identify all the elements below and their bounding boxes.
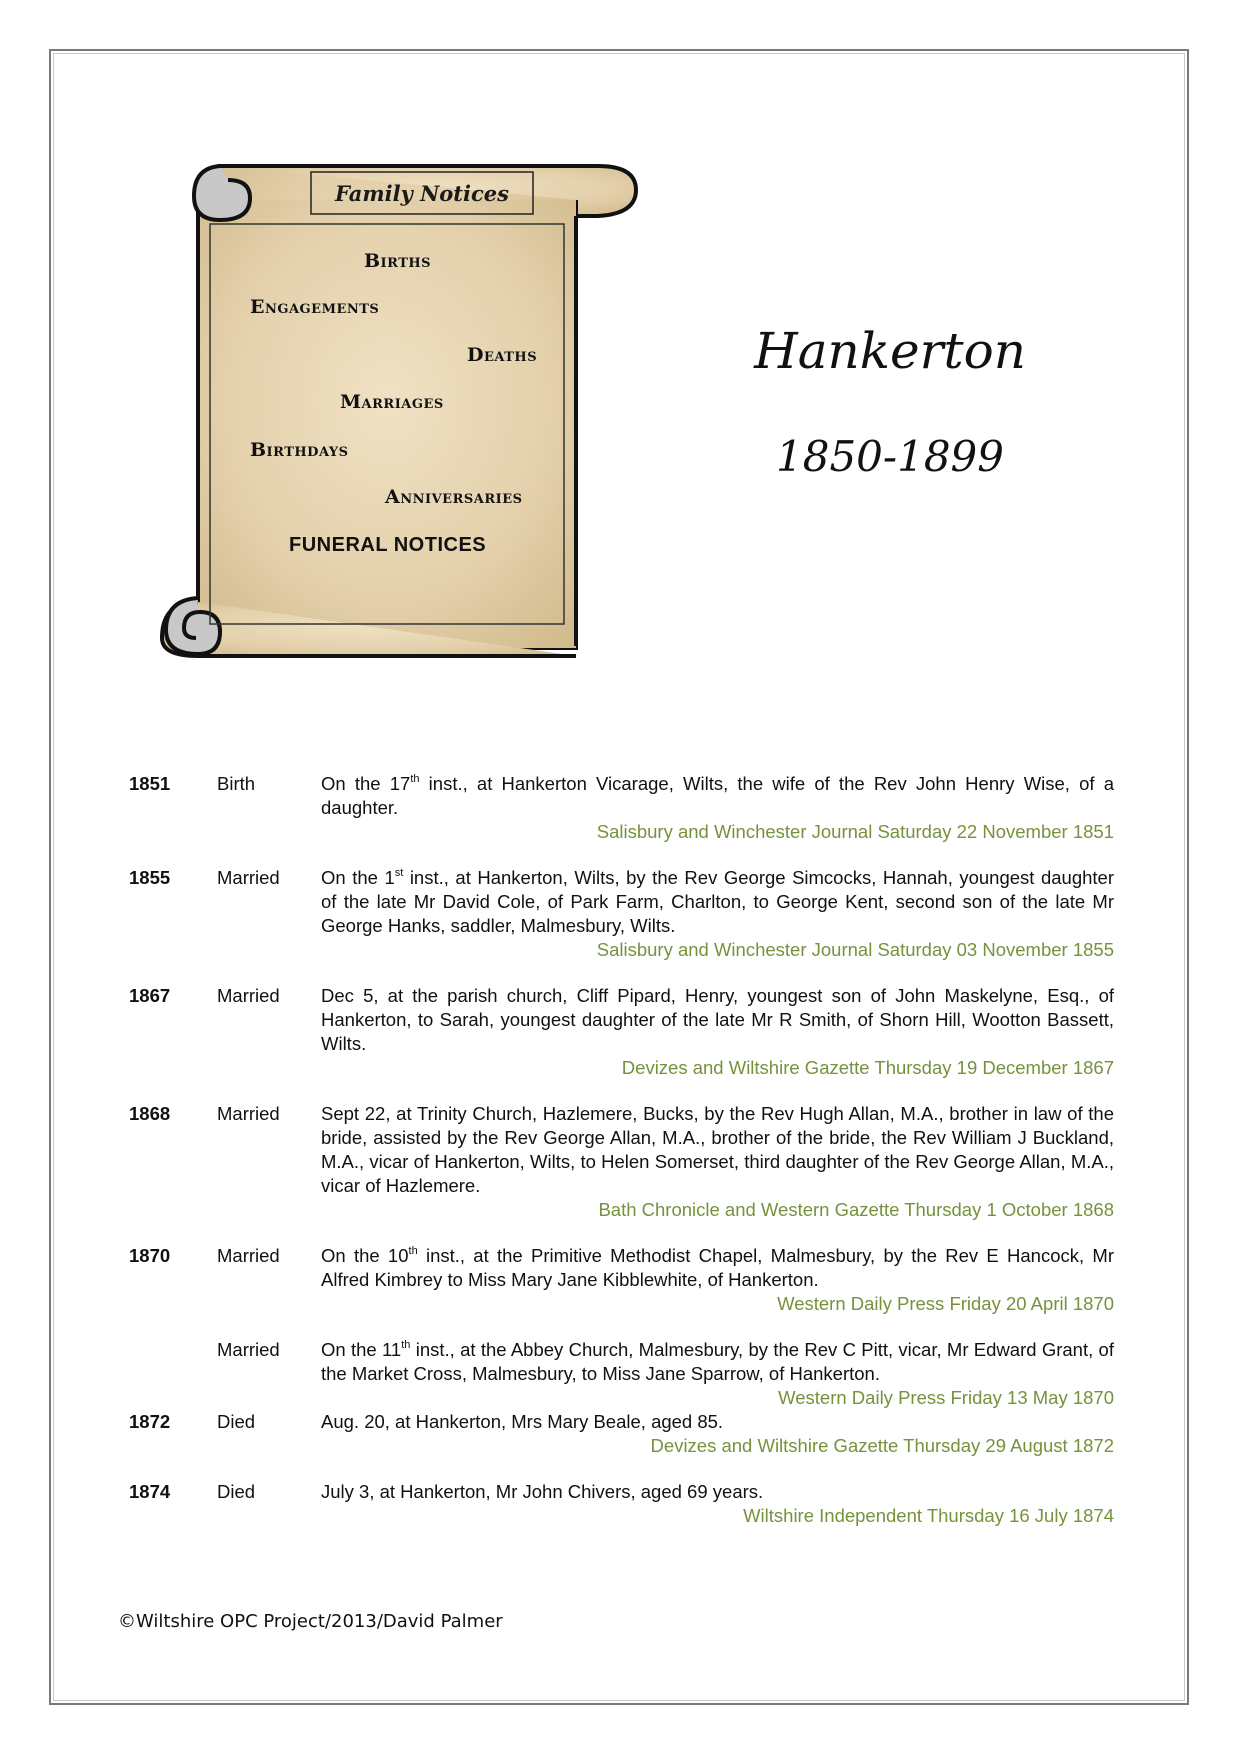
notice-text: [321, 866, 1114, 938]
place-title: Hankerton: [754, 322, 1026, 380]
marriages-label: Marriages: [340, 391, 444, 413]
notice-entry: [129, 1410, 1114, 1458]
notice-entry: [129, 866, 1114, 962]
notice-source: Bath Chronicle and Western Gazette Thursday 1 October 1868: [598, 1199, 1114, 1220]
notice-type: Married: [217, 1245, 280, 1266]
notice-entry: [129, 772, 1114, 844]
notice-text-rest: inst., at the Primitive Methodist Chapel, Malmesbury, by the Rev E Hancock, Mr Alfred Kimbrey to Miss Mary Jane Kibblewhite, of Hankerton.: [321, 1245, 1114, 1290]
notice-text-rest: inst., at Hankerton, Wilts, by the Rev George Simcocks, Hannah, youngest daughter of the late Mr David Cole, of Park Farm, Charlton, to George Kent, second son of the late Mr George Hanks, saddler, Malmesbury, Wilts.: [321, 867, 1114, 936]
deaths-label: Deaths: [467, 344, 538, 366]
funeral-notices-label: FUNERAL NOTICES: [289, 534, 487, 556]
notice-year: 1872: [129, 1411, 171, 1432]
notice-source: Salisbury and Winchester Journal Saturday 03 November 1855: [596, 939, 1114, 960]
notice-entry: [129, 1480, 1114, 1528]
notice-text-start: Dec 5, at the parish church, Cliff Pipard, Henry, youngest son of John Maskelyne, Esq., of Hankerton, to Sarah, youngest daughter of the late Mr R Smith, of Shorn Hill, Wootton Bassett, Wilts.: [321, 985, 1114, 1054]
notice-ordinal-suffix: th: [401, 1339, 411, 1351]
notice-entry: [129, 1244, 1114, 1316]
engagements-label: Engagements: [250, 296, 380, 318]
notice-source: Western Daily Press Friday 20 April 1870: [777, 1293, 1114, 1314]
notice-year: 1867: [129, 985, 171, 1006]
notice-year: 1855: [129, 867, 171, 888]
notice-text: [321, 1410, 1114, 1434]
notice-source: Wiltshire Independent Thursday 16 July 1874: [743, 1505, 1114, 1526]
notice-type: Married: [217, 867, 280, 888]
notice-year: 1851: [129, 773, 171, 794]
scroll-title: Family Notices: [335, 180, 509, 206]
notice-text-start: Sept 22, at Trinity Church, Hazlemere, Bucks, by the Rev Hugh Allan, M.A., brother in law of the bride, assisted by the Rev George Allan, M.A., brother of the bride, the Rev William J Buckland, M.A., vicar of Hankerton, Wilts, to Helen Somerset, third daughter of the Rev George Allan, M.A., vicar of Hazlemere.: [321, 1103, 1114, 1196]
notice-text-start: On the 1: [321, 867, 395, 888]
notice-type: Married: [217, 1339, 280, 1360]
notice-entry: [129, 984, 1114, 1080]
notice-source: Salisbury and Winchester Journal Saturday 22 November 1851: [596, 821, 1114, 842]
notice-ordinal-suffix: st: [394, 867, 404, 879]
family-notices-scroll: [158, 160, 642, 658]
notice-year: 1870: [129, 1245, 171, 1266]
notice-entry: [129, 1338, 1114, 1410]
notice-text: [321, 772, 1114, 820]
notice-text-rest: inst., at Hankerton Vicarage, Wilts, the wife of the Rev John Henry Wise, of a daughter.: [321, 773, 1114, 818]
notice-ordinal-suffix: th: [410, 773, 420, 785]
notice-text-start: Aug. 20, at Hankerton, Mrs Mary Beale, aged 85.: [321, 1411, 724, 1432]
births-label: Births: [364, 250, 432, 272]
notice-text: [321, 1338, 1114, 1386]
notices-list: [129, 772, 1114, 1550]
notice-source: Devizes and Wiltshire Gazette Thursday 29 August 1872: [650, 1435, 1114, 1456]
anniversaries-label: Anniversaries: [385, 486, 523, 508]
notice-text: [321, 1480, 1114, 1504]
notice-text: [321, 1244, 1114, 1292]
notice-type: Birth: [217, 773, 256, 794]
notice-text-start: On the 11: [321, 1339, 402, 1360]
notice-text-rest: inst., at the Abbey Church, Malmesbury, by the Rev C Pitt, vicar, Mr Edward Grant, of the Market Cross, Malmesbury, to Miss Jane Sparrow, of Hankerton.: [321, 1339, 1114, 1384]
notice-text: [321, 984, 1114, 1056]
notice-ordinal-suffix: th: [408, 1245, 418, 1257]
notice-type: Died: [217, 1411, 256, 1432]
copyright-footer: ©Wiltshire OPC Project/2013/David Palmer: [118, 1611, 503, 1632]
birthdays-label: Birthdays: [250, 439, 349, 461]
notice-text-start: July 3, at Hankerton, Mr John Chivers, aged 69 years.: [321, 1481, 764, 1502]
notice-type: Married: [217, 1103, 280, 1124]
year-range: 1850-1899: [776, 432, 1004, 481]
notice-source: Western Daily Press Friday 13 May 1870: [778, 1387, 1114, 1408]
notice-entry: [129, 1102, 1114, 1222]
notice-year: 1874: [129, 1481, 171, 1502]
notice-type: Died: [217, 1481, 256, 1502]
notice-type: Married: [217, 985, 280, 1006]
notice-text-start: On the 10: [321, 1245, 409, 1266]
notice-text-start: On the 17: [321, 773, 411, 794]
notice-text: [321, 1102, 1114, 1198]
notice-year: 1868: [129, 1103, 171, 1124]
notice-source: Devizes and Wiltshire Gazette Thursday 19 December 1867: [621, 1057, 1114, 1078]
